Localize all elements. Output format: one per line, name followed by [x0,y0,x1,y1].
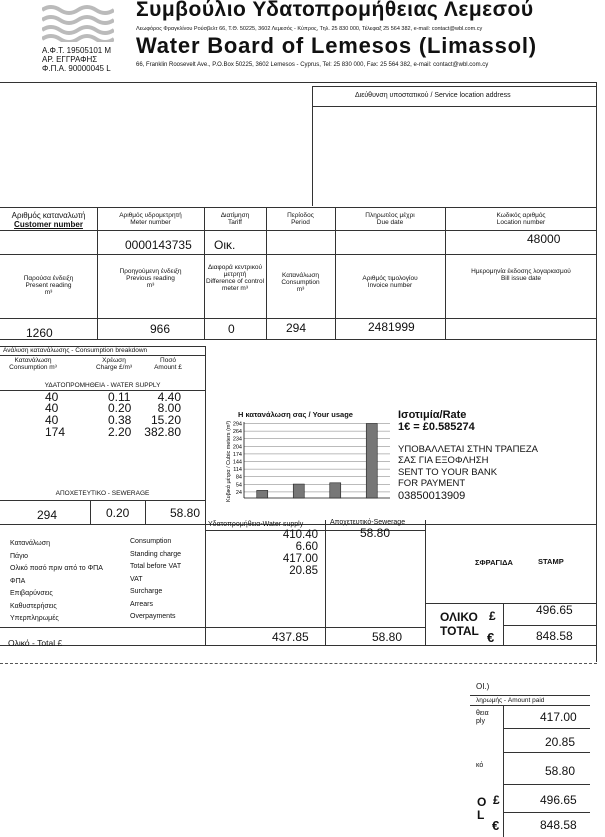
stub-sewer-label: κό [476,762,484,769]
location-number-label: Κωδικός αριθμός Location number [496,212,546,227]
meter-number-label: Αριθμός υδρομετρητή Meter number [119,212,182,227]
euro-symbol: € [487,630,495,645]
usage-chart-ytick-label: 84 [235,474,242,481]
previous-reading-label: Προηγούμενη ένδειξη Previous reading m³ [119,268,182,290]
tariff-value: Οικ. [214,238,236,252]
rate-value: 1€ = £0.585274 [398,421,475,433]
control-meter-label: Διαφορά κεντρικού μετρητή Difference of control meter m³ [205,264,265,293]
sewerage-consumption: 294 [37,508,58,522]
stub-pound-symbol: £ [493,793,500,807]
consumption-value: 294 [286,321,307,335]
tax-id: Α.Φ.Τ. 19505101 Μ [42,46,112,55]
stub-euro-symbol: € [492,818,500,833]
seal-label: ΣΦΡΑΓΙΔΑ [475,558,513,567]
service-address-label: Διεύθυνση υποστατικού / Service location address [355,92,511,99]
sewerage-amount: 58.80 [170,506,201,520]
period-label: Περίοδος Period [287,212,314,227]
location-number-value: 48000 [527,232,561,246]
bill-issue-date-label: Ημερομηνία έκδοσης λογαριασμού Bill issue date [471,268,571,283]
stub-total-eur: 848.58 [540,818,577,832]
stub-partial-label: θεια ply [476,710,489,726]
invoice-number-label: Αριθμός τιμολογίου Invoice number [362,275,418,290]
usage-chart-ytick-label: 24 [235,489,242,496]
customer-number-label: Αριθμός καταναλωτή Customer number [11,211,86,229]
usage-chart-bar [257,490,268,498]
total-label: Ολικό - Total £ [8,638,63,648]
table-row: 40 0.11 4.40 [45,390,181,404]
meter-number-value: 0000143735 [125,238,192,252]
totals-labels-english: Consumption Standing charge Total before VAT VAT Surcharge Arrears Overpayments [130,538,182,620]
usage-chart-ytick-label: 204 [232,444,242,451]
bank-account-number: 03850013909 [398,490,466,502]
usage-chart [220,420,395,510]
table-row: 40 0.20 8.00 [45,401,181,415]
stub-total-gbp: 496.65 [540,793,577,807]
stub-vat-value: 20.85 [545,735,576,749]
usage-chart-ytick-label: 294 [232,421,242,428]
table-row: 174 2.20 382.80 [45,425,181,439]
due-date-label: Πληρωτέος μέχρι Due date [365,212,415,227]
grand-total-label: ΟΛΙΚΟ TOTAL [440,610,479,638]
title-greek: Συμβούλιο Υδατοπρομήθειας Λεμεσού [136,0,534,21]
water-total-value: 437.85 [272,630,309,644]
present-reading-value: 1260 [26,326,53,340]
usage-chart-title: Η κατανάλωση σας / Your usage [238,410,353,419]
water-supply-section-label: ΥΔΑΤΟΠΡΟΜΗΘΕΙΑ - WATER SUPPLY [44,382,161,389]
water-supply-values: 410.40 6.60 417.00 20.85 [282,529,318,577]
usage-chart-ytick-label: 144 [232,459,242,466]
table-row: 40 0.38 15.20 [45,413,181,427]
invoice-number-value: 2481999 [368,320,415,334]
stub-sewer-value: 58.80 [545,764,576,778]
usage-chart-ytick-label: 234 [232,436,242,443]
breakdown-title: Ανάλυση κατανάλωσης - Consumption breakdown [3,347,148,354]
bank-notice: ΥΠΟΒΑΛΛΕΤΑΙ ΣΤΗΝ ΤΡΑΠΕΖΑ ΣΑΣ ΓΙΑ ΕΞΟΦΛΗΣΗ SENT TO YOUR BANK FOR PAYMENT [398,444,538,490]
stub-heading: ΟΙ.) [476,682,490,691]
sewerage-charge: 0.20 [106,506,130,520]
grand-total-eur: 848.58 [536,629,573,643]
usage-chart-ytick-label: 264 [232,429,242,436]
stub-total-fragment: Ο L [477,795,487,822]
control-meter-value: 0 [228,322,235,336]
tariff-label: Διατίμηση Tariff [220,212,250,227]
vat-id: Φ.Π.Α. 90000045 L [42,64,111,73]
water-supply-header: Υδατοπρομήθεια-Water supply [208,521,304,528]
usage-chart-ytick-label: 114 [233,467,242,474]
usage-chart-ytick-label: 54 [235,482,242,489]
sewerage-header: Αποχετευτικό-Sewerage [330,519,406,526]
breakdown-col-charge: Χρέωση Charge £/m³ [95,357,133,372]
sewerage-section-label: ΑΠΟΧΕΤΕΥΤΙΚΟ - SEWERAGE [55,490,150,497]
logo [42,4,114,42]
grand-total-gbp: 496.65 [536,603,573,617]
tear-line [0,663,597,664]
stub-subheading: ληρωμής - Amount paid [476,697,545,704]
usage-chart-bar [366,424,377,498]
usage-chart-bar [293,484,304,498]
sewerage-total-amount: 58.80 [372,630,403,644]
present-reading-label: Παρούσα ένδειξη Present reading m³ [23,275,74,297]
usage-chart-bar [330,483,341,498]
usage-chart-ylabel: Κυβικά μέτρα / Cubic meters (m³) [226,420,232,502]
pound-symbol: £ [489,609,496,623]
address-english: 66, Franklin Roosevelt Ave., P.O.Box 50225, 3602 Lemesos - Cyprus, Tel: 25 830 000, Fax: 25 564 382, e-mail: contact@wbl.com.cy [136,62,489,68]
totals-labels-greek: Κατανάλωση Πάγιο Ολικό ποσό πριν από το ΦΠΑ ΦΠΑ Επιβαρύνσεις Καθυστερήσεις Υπερπληρωμές [10,540,103,622]
registration-label: ΑΡ. ΕΓΓΡΑΦΗΣ [42,55,98,64]
address-greek: Λεωφόρος Φραγκλίνου Ρούσβελτ 66, Τ.Θ. 50225, 3602 Λεμεσός - Κύπρος, Τηλ. 25 830 000, Τέλεφαξ 25 564 382, e-mail: contact@wbl.com.cy [136,26,483,32]
title-english: Water Board of Lemesos (Limassol) [136,33,537,58]
breakdown-col-consumption: Κατανάλωση Consumption m³ [9,357,57,372]
breakdown-col-amount: Ποσό Amount £ [154,357,182,372]
usage-chart-ytick-label: 174 [232,451,242,458]
stamp-label: STAMP [538,557,564,566]
stub-water-value: 417.00 [540,710,577,724]
consumption-label: Κατανάλωση Consumption m³ [281,272,320,294]
rate-label: Ισοτιμία/Rate [398,409,467,421]
previous-reading-value: 966 [150,322,171,336]
sewerage-total-value: 58.80 [360,526,391,540]
